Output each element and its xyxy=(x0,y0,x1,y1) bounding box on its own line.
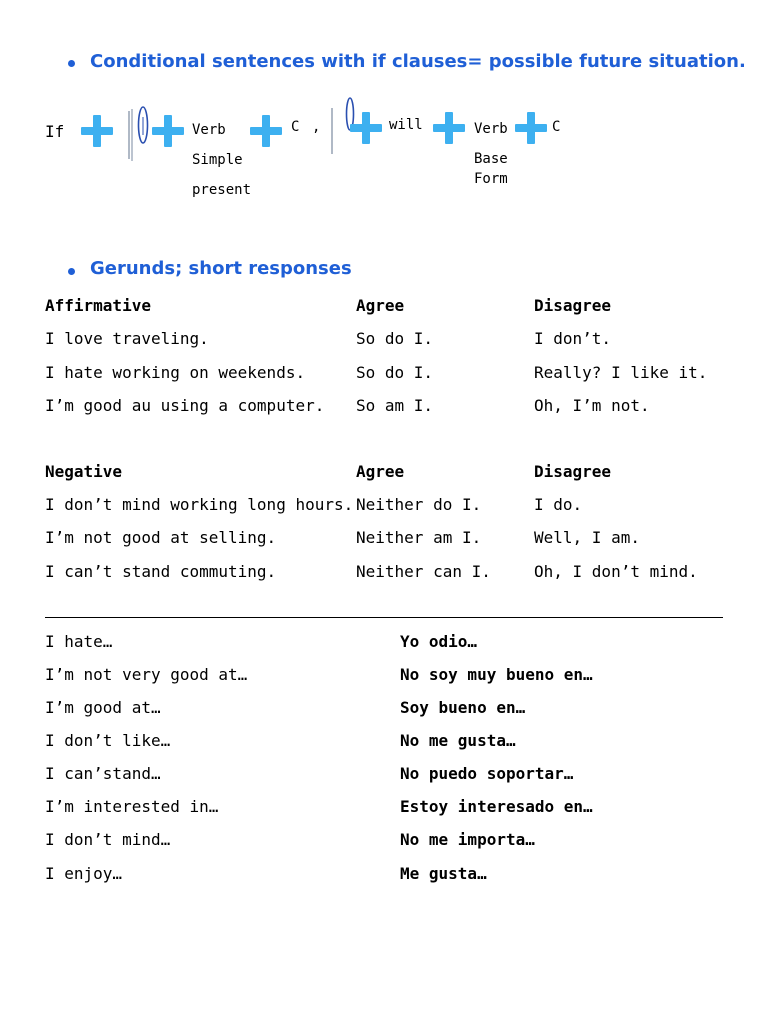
formula-if: If xyxy=(45,122,65,141)
table-cell: Oh, I don’t mind. xyxy=(534,562,698,581)
vocab-english: I’m good at… xyxy=(45,698,161,717)
formula-c: C xyxy=(291,119,300,135)
plus-icon xyxy=(152,115,184,147)
vocab-spanish: No puedo soportar… xyxy=(400,764,574,783)
affirmative-header: Affirmative xyxy=(45,296,151,315)
plus-icon xyxy=(515,112,547,144)
vocab-english: I’m not very good at… xyxy=(45,665,248,684)
vocab-spanish: No me importa… xyxy=(400,830,535,849)
table-cell: Well, I am. xyxy=(534,528,640,547)
table-cell: So do I. xyxy=(356,329,434,348)
vocab-english: I can’stand… xyxy=(45,764,161,783)
formula-c-2: C xyxy=(552,119,561,135)
plus-icon xyxy=(350,112,382,144)
table-cell: Neither do I. xyxy=(356,495,482,514)
table-cell: I can’t stand commuting. xyxy=(45,562,277,581)
formula-simple: Simple xyxy=(192,152,243,168)
agree-header: Agree xyxy=(356,296,405,315)
table-cell: I love traveling. xyxy=(45,329,209,348)
vocab-spanish: Me gusta… xyxy=(400,864,487,883)
formula-present: present xyxy=(192,182,252,198)
table-cell: I hate working on weekends. xyxy=(45,363,306,382)
vocab-english: I don’t like… xyxy=(45,731,171,750)
formula-verb: Verb xyxy=(192,122,226,138)
agree-header: Agree xyxy=(356,462,405,481)
vocab-spanish: Soy bueno en… xyxy=(400,698,526,717)
disagree-header: Disagree xyxy=(534,296,612,315)
negative-header: Negative xyxy=(45,462,123,481)
formula-form: Form xyxy=(474,171,508,187)
conditional-heading: Conditional sentences with if clauses= possible future situation. xyxy=(90,51,746,72)
table-cell: So am I. xyxy=(356,396,434,415)
vocab-spanish: Yo odio… xyxy=(400,632,478,651)
formula-base: Base xyxy=(474,151,508,167)
divider xyxy=(45,617,723,618)
vocab-spanish: No soy muy bueno en… xyxy=(400,665,593,684)
table-cell: Really? I like it. xyxy=(534,363,708,382)
formula-comma: , xyxy=(312,119,321,135)
formula-verb-2: Verb xyxy=(474,121,508,137)
bullet-icon xyxy=(68,60,75,67)
subject-placeholder-icon xyxy=(121,103,155,163)
table-cell: I don’t. xyxy=(534,329,612,348)
vocab-english: I enjoy… xyxy=(45,864,123,883)
disagree-header: Disagree xyxy=(534,462,612,481)
table-cell: Neither am I. xyxy=(356,528,482,547)
table-cell: I do. xyxy=(534,495,583,514)
table-cell: I’m good au using a computer. xyxy=(45,396,325,415)
table-cell: Neither can I. xyxy=(356,562,491,581)
table-cell: I’m not good at selling. xyxy=(45,528,277,547)
bullet-icon xyxy=(68,268,75,275)
table-cell: Oh, I’m not. xyxy=(534,396,650,415)
vocab-english: I’m interested in… xyxy=(45,797,219,816)
table-cell: So do I. xyxy=(356,363,434,382)
vocab-english: I don’t mind… xyxy=(45,830,171,849)
vocab-spanish: No me gusta… xyxy=(400,731,516,750)
plus-icon xyxy=(250,115,282,147)
formula-will: will xyxy=(389,117,423,133)
plus-icon xyxy=(433,112,465,144)
vocab-spanish: Estoy interesado en… xyxy=(400,797,593,816)
gerunds-heading: Gerunds; short responses xyxy=(90,258,352,279)
table-cell: I don’t mind working long hours. xyxy=(45,495,354,514)
plus-icon xyxy=(81,115,113,147)
vocab-english: I hate… xyxy=(45,632,113,651)
